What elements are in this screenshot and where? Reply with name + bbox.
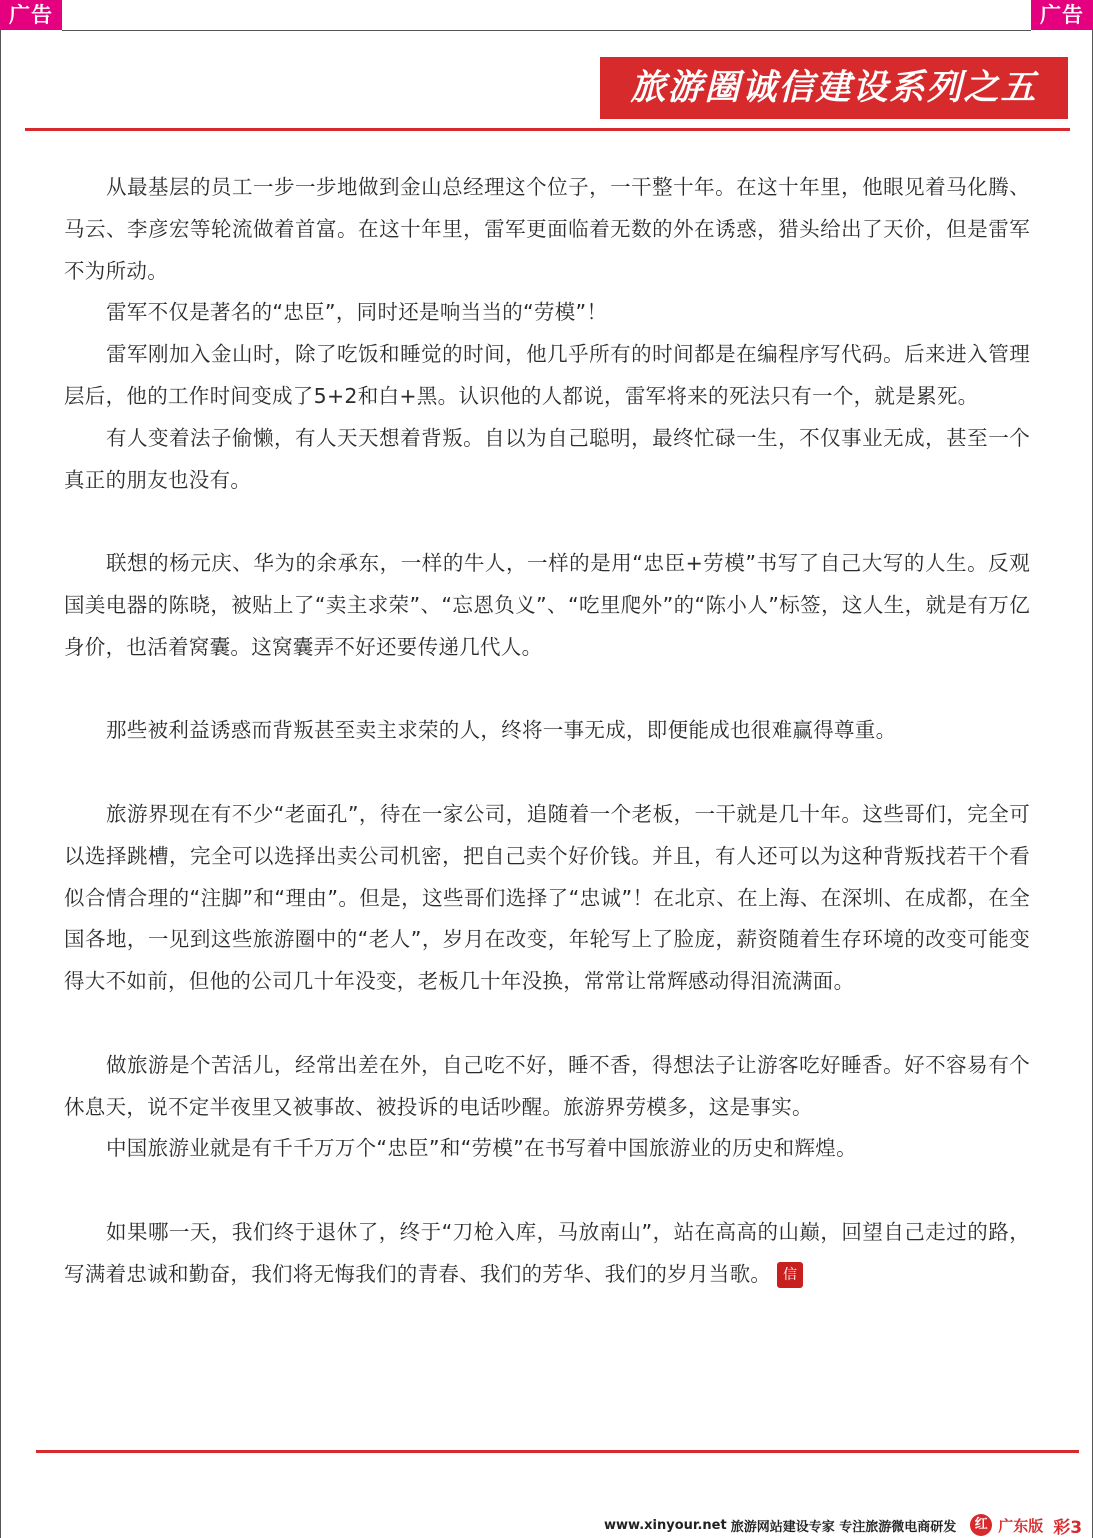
paragraph-gap [64,501,1030,543]
footer-website: www.xinyour.net [604,1517,727,1533]
paragraph-gap [64,752,1030,794]
paragraph: 做旅游是个苦活儿，经常出差在外，自己吃不好，睡不香，得想法子让游客吃好睡香。好不容易有个休息天，说不定半夜里又被事故、被投诉的电话吵醒。旅游界劳模多，这是事实。 [64,1052,1030,1119]
page-footer [604,1513,1082,1537]
paragraph-gap [64,669,1030,711]
paragraph: 雷军不仅是著名的“忠臣”，同时还是响当当的“劳模”！ [106,300,608,325]
closing-text: 如果哪一天，我们终于退休了，终于“刀枪入库，马放南山”，站在高高的山巅，回望自己走过的路，写满着忠诚和勤奋，我们将无悔我们的青春、我们的芳华、我们的岁月当歌。 [64,1219,1030,1286]
bottom-divider [36,1450,1079,1453]
footer-slogan: 旅游网站建设专家 专注旅游微电商研发 [730,1519,957,1535]
paragraph: 联想的杨元庆、华为的余承东，一样的牛人，一样的是用“忠臣+劳模”书写了自己大写的人生。反观国美电器的陈晓，被贴上了“卖主求荣”、“忘恩负义”、“吃里爬外”的“陈小人”标签，这人生，就是有万亿身价，也活着窝囊。这窝囊弄不好还要传递几代人。 [64,551,1030,659]
brand-logo-icon: 红 [970,1514,992,1536]
article-body [64,167,1030,1296]
top-divider [25,128,1070,131]
paragraph: 雷军刚加入金山时，除了吃饭和睡觉的时间，他几乎所有的时间都是在编程序写代码。后来进入管理层后，他的工作时间变成了5+2和白+黑。认识他的人都说，雷军将来的死法只有一个，就是累死。 [64,342,1030,408]
ad-tag-right: 广告 [1031,0,1093,30]
paragraph: 从最基层的员工一步一步地做到金山总经理这个位子，一干整十年。在这十年里，他眼见着马化腾、马云、李彦宏等轮流做着首富。在这十年里，雷军更面临着无数的外在诱惑，猎头给出了天价，但是雷军不为所动。 [64,175,1030,283]
paragraph-gap [64,1170,1030,1212]
footer-edition: 广东版 [998,1516,1044,1535]
end-seal-icon: 信 [777,1262,803,1288]
paragraph: 那些被利益诱惑而背叛甚至卖主求荣的人，终将一事无成，即便能成也很难赢得尊重。 [106,718,897,743]
paragraph-gap [64,1003,1030,1045]
paragraph: 旅游界现在有不少“老面孔”，待在一家公司，追随着一个老板，一干就是几十年。这些哥们，完全可以选择跳槽，完全可以选择出卖公司机密，把自己卖个好价钱。并且，有人还可以为这种背叛找若干个看似合情合理的“注脚”和“理由”。但是，这些哥们选择了“忠诚”！在北京、在上海、在深圳、在成都，在全国各地，一见到这些旅游圈中的“老人”，岁月在改变，年轮写上了脸庞，薪资随着生存环境的改变可能变得大不如前，但他的公司几十年没变，老板几十年没换，常常让常辉感动得泪流满面。 [64,801,1030,994]
paragraph: 有人变着法子偷懒，有人天天想着背叛。自以为自己聪明，最终忙碌一生，不仅事业无成，甚至一个真正的朋友也没有。 [64,425,1030,492]
closing-paragraph [64,1212,1030,1296]
page-frame-top [62,30,1031,31]
series-title-banner: 旅游圈诚信建设系列之五 [600,57,1068,119]
ad-tag-left: 广告 [0,0,62,30]
paragraph: 中国旅游业就是有千千万万个“忠臣”和“劳模”在书写着中国旅游业的历史和辉煌。 [106,1136,857,1161]
footer-page-number: 彩3 [1053,1517,1083,1538]
page-frame-left [0,0,1,1538]
